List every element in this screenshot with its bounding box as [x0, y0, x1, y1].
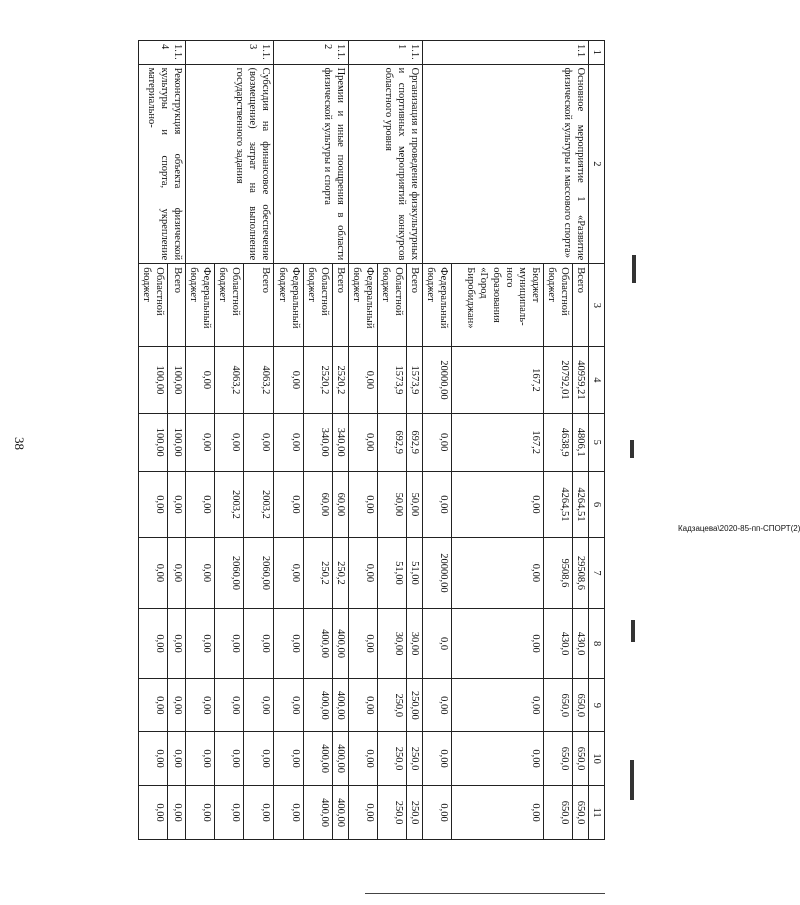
funding-source: Всего	[333, 264, 349, 347]
amount-cell: 650,0	[573, 732, 589, 786]
amount-cell: 2003,2	[244, 471, 274, 537]
amount-cell: 51,00	[378, 538, 407, 609]
scan-edge-mark	[630, 760, 634, 800]
amount-cell: 4063,2	[244, 347, 274, 413]
table-row	[333, 41, 349, 840]
amount-cell: 0,00	[274, 608, 304, 679]
column-number-header: 8	[589, 608, 605, 679]
column-number-header: 6	[589, 471, 605, 537]
document-code: Кадзацева\2020-85-пп-СПОРТ(2)	[678, 524, 800, 533]
amount-cell: 0,00	[215, 608, 244, 679]
amount-cell: 430,0	[544, 608, 573, 679]
amount-cell: 0,00	[349, 608, 378, 679]
amount-cell: 60,00	[333, 471, 349, 537]
amount-cell: 2060,00	[244, 538, 274, 609]
amount-cell: 0,0	[423, 608, 452, 679]
item-name: Премии и иные поощрения в области физической культуры и спорта	[274, 64, 349, 264]
amount-cell: 0,00	[423, 413, 452, 471]
funding-source: Всего	[407, 264, 423, 347]
table-row	[573, 41, 589, 840]
amount-cell: 0,00	[168, 608, 186, 679]
amount-cell: 60,00	[304, 471, 333, 537]
amount-cell: 0,00	[244, 786, 274, 840]
amount-cell: 650,0	[544, 732, 573, 786]
column-number-header: 10	[589, 732, 605, 786]
funding-source: Областной бюджет	[544, 264, 573, 347]
amount-cell: 400,00	[304, 679, 333, 732]
amount-cell: 0,00	[423, 471, 452, 537]
amount-cell: 0,00	[215, 413, 244, 471]
amount-cell: 0,00	[186, 538, 215, 609]
amount-cell: 0,00	[139, 471, 168, 537]
item-name: Организация и проведение физкультурных и спортивных мероприятий конкурсов областного уровня	[349, 64, 423, 264]
amount-cell: 430,0	[573, 608, 589, 679]
funding-source: Областной бюджет	[378, 264, 407, 347]
amount-cell: 30,00	[407, 608, 423, 679]
item-name: Основное мероприятие 1 «Развитие физической культуры и массового спорта»	[423, 64, 589, 264]
amount-cell: 400,00	[333, 786, 349, 840]
amount-cell: 400,00	[304, 732, 333, 786]
column-number-header: 3	[589, 264, 605, 347]
amount-cell: 0,00	[139, 538, 168, 609]
amount-cell: 20000,00	[423, 538, 452, 609]
amount-cell: 29508,6	[573, 538, 589, 609]
item-number: 1.1	[423, 41, 589, 65]
column-number-header: 9	[589, 679, 605, 732]
amount-cell: 100,00	[139, 347, 168, 413]
item-number: 1.1.3	[186, 41, 274, 65]
amount-cell: 400,00	[304, 786, 333, 840]
amount-cell: 20792,01	[544, 347, 573, 413]
table-body	[139, 41, 605, 840]
amount-cell: 400,00	[304, 608, 333, 679]
table-row	[407, 41, 423, 840]
amount-cell: 0,00	[349, 732, 378, 786]
amount-cell: 0,00	[168, 538, 186, 609]
amount-cell: 1573,9	[378, 347, 407, 413]
amount-cell: 50,00	[407, 471, 423, 537]
item-number: 1.1.1	[349, 41, 423, 65]
amount-cell: 0,00	[168, 679, 186, 732]
amount-cell: 4638,9	[544, 413, 573, 471]
header-row	[589, 41, 605, 840]
amount-cell: 0,00	[244, 608, 274, 679]
funding-source: Всего	[244, 264, 274, 347]
amount-cell: 0,00	[423, 732, 452, 786]
amount-cell: 0,00	[274, 347, 304, 413]
amount-cell: 0,00	[349, 347, 378, 413]
amount-cell: 0,00	[168, 786, 186, 840]
amount-cell: 100,00	[139, 413, 168, 471]
amount-cell: 0,00	[186, 413, 215, 471]
amount-cell: 0,00	[423, 786, 452, 840]
amount-cell: 0,00	[274, 471, 304, 537]
amount-cell: 650,0	[573, 786, 589, 840]
amount-cell: 250,0	[378, 786, 407, 840]
amount-cell: 692,9	[378, 413, 407, 471]
page-number: 38	[12, 437, 27, 450]
amount-cell: 0,00	[349, 413, 378, 471]
amount-cell: 400,00	[333, 679, 349, 732]
amount-cell: 250,0	[407, 732, 423, 786]
amount-cell: 0,00	[452, 471, 544, 537]
amount-cell: 40959,21	[573, 347, 589, 413]
amount-cell: 0,00	[349, 786, 378, 840]
amount-cell: 4264,51	[573, 471, 589, 537]
amount-cell: 400,00	[333, 608, 349, 679]
amount-cell: 0,00	[168, 471, 186, 537]
scan-edge-mark	[632, 255, 636, 283]
amount-cell: 30,00	[378, 608, 407, 679]
funding-source: Всего	[573, 264, 589, 347]
amount-cell: 0,00	[186, 679, 215, 732]
amount-cell: 0,00	[349, 538, 378, 609]
column-number-header: 1	[589, 41, 605, 65]
amount-cell: 340,00	[333, 413, 349, 471]
amount-cell: 0,00	[139, 732, 168, 786]
amount-cell: 250,2	[333, 538, 349, 609]
amount-cell: 0,00	[215, 679, 244, 732]
amount-cell: 250,2	[304, 538, 333, 609]
column-number-header: 7	[589, 538, 605, 609]
amount-cell: 0,00	[274, 786, 304, 840]
amount-cell: 0,00	[186, 732, 215, 786]
funding-source: Бюджет муниципаль-ного образования «Город Биробиджан»	[452, 264, 544, 347]
funding-source: Областной бюджет	[215, 264, 244, 347]
column-number-header: 5	[589, 413, 605, 471]
amount-cell: 0,00	[186, 471, 215, 537]
amount-cell: 0,00	[274, 413, 304, 471]
amount-cell: 4264,51	[544, 471, 573, 537]
amount-cell: 650,0	[544, 786, 573, 840]
funding-source: Федеральный бюджет	[349, 264, 378, 347]
scan-edge-mark	[631, 620, 635, 642]
amount-cell: 2003,2	[215, 471, 244, 537]
amount-cell: 0,00	[244, 732, 274, 786]
amount-cell: 51,00	[407, 538, 423, 609]
amount-cell: 167,2	[452, 413, 544, 471]
amount-cell: 100,00	[168, 347, 186, 413]
amount-cell: 250,00	[407, 679, 423, 732]
amount-cell: 650,0	[573, 679, 589, 732]
amount-cell: 0,00	[349, 679, 378, 732]
item-number: 1.1.2	[274, 41, 349, 65]
amount-cell: 0,00	[215, 732, 244, 786]
column-number-header: 4	[589, 347, 605, 413]
amount-cell: 1573,9	[407, 347, 423, 413]
amount-cell: 400,00	[333, 732, 349, 786]
amount-cell: 0,00	[452, 786, 544, 840]
amount-cell: 0,00	[452, 679, 544, 732]
funding-source: Областной бюджет	[304, 264, 333, 347]
amount-cell: 0,00	[244, 413, 274, 471]
amount-cell: 0,00	[452, 538, 544, 609]
amount-cell: 2520,2	[333, 347, 349, 413]
amount-cell: 0,00	[139, 786, 168, 840]
scan-bottom-line	[365, 893, 605, 894]
amount-cell: 0,00	[139, 608, 168, 679]
amount-cell: 2060,00	[215, 538, 244, 609]
table-row	[244, 41, 274, 840]
funding-source: Федеральный бюджет	[186, 264, 215, 347]
budget-table	[138, 40, 605, 840]
amount-cell: 2520,2	[304, 347, 333, 413]
funding-source: Федеральный бюджет	[423, 264, 452, 347]
amount-cell: 0,00	[215, 786, 244, 840]
amount-cell: 0,00	[186, 608, 215, 679]
amount-cell: 0,00	[423, 679, 452, 732]
amount-cell: 20000,00	[423, 347, 452, 413]
funding-source: Всего	[168, 264, 186, 347]
amount-cell: 250,0	[378, 732, 407, 786]
amount-cell: 167,2	[452, 347, 544, 413]
amount-cell: 4806,1	[573, 413, 589, 471]
amount-cell: 0,00	[452, 608, 544, 679]
amount-cell: 692,9	[407, 413, 423, 471]
amount-cell: 9508,6	[544, 538, 573, 609]
column-number-header: 11	[589, 786, 605, 840]
amount-cell: 0,00	[349, 471, 378, 537]
funding-source: Областной бюджет	[139, 264, 168, 347]
amount-cell: 0,00	[186, 347, 215, 413]
amount-cell: 0,00	[244, 679, 274, 732]
amount-cell: 0,00	[274, 732, 304, 786]
amount-cell: 0,00	[139, 679, 168, 732]
column-number-header: 2	[589, 64, 605, 264]
amount-cell: 0,00	[274, 679, 304, 732]
amount-cell: 0,00	[168, 732, 186, 786]
amount-cell: 250,0	[407, 786, 423, 840]
amount-cell: 340,00	[304, 413, 333, 471]
amount-cell: 0,00	[186, 786, 215, 840]
budget-table-sheet	[85, 40, 605, 840]
amount-cell: 0,00	[274, 538, 304, 609]
amount-cell: 4063,2	[215, 347, 244, 413]
amount-cell: 250,0	[378, 679, 407, 732]
item-number: 1.1.4	[139, 41, 186, 65]
amount-cell: 650,0	[544, 679, 573, 732]
amount-cell: 0,00	[452, 732, 544, 786]
funding-source: Федеральный бюджет	[274, 264, 304, 347]
scan-edge-mark	[630, 440, 634, 458]
item-name: Субсидия на финансовое обеспечение (возмещение) затрат на выполнение государственного задания	[186, 64, 274, 264]
amount-cell: 100,00	[168, 413, 186, 471]
amount-cell: 50,00	[378, 471, 407, 537]
table-row	[168, 41, 186, 840]
item-name: Реконструкция объекта физической культуры и спорта, укрепление материально-	[139, 64, 186, 264]
